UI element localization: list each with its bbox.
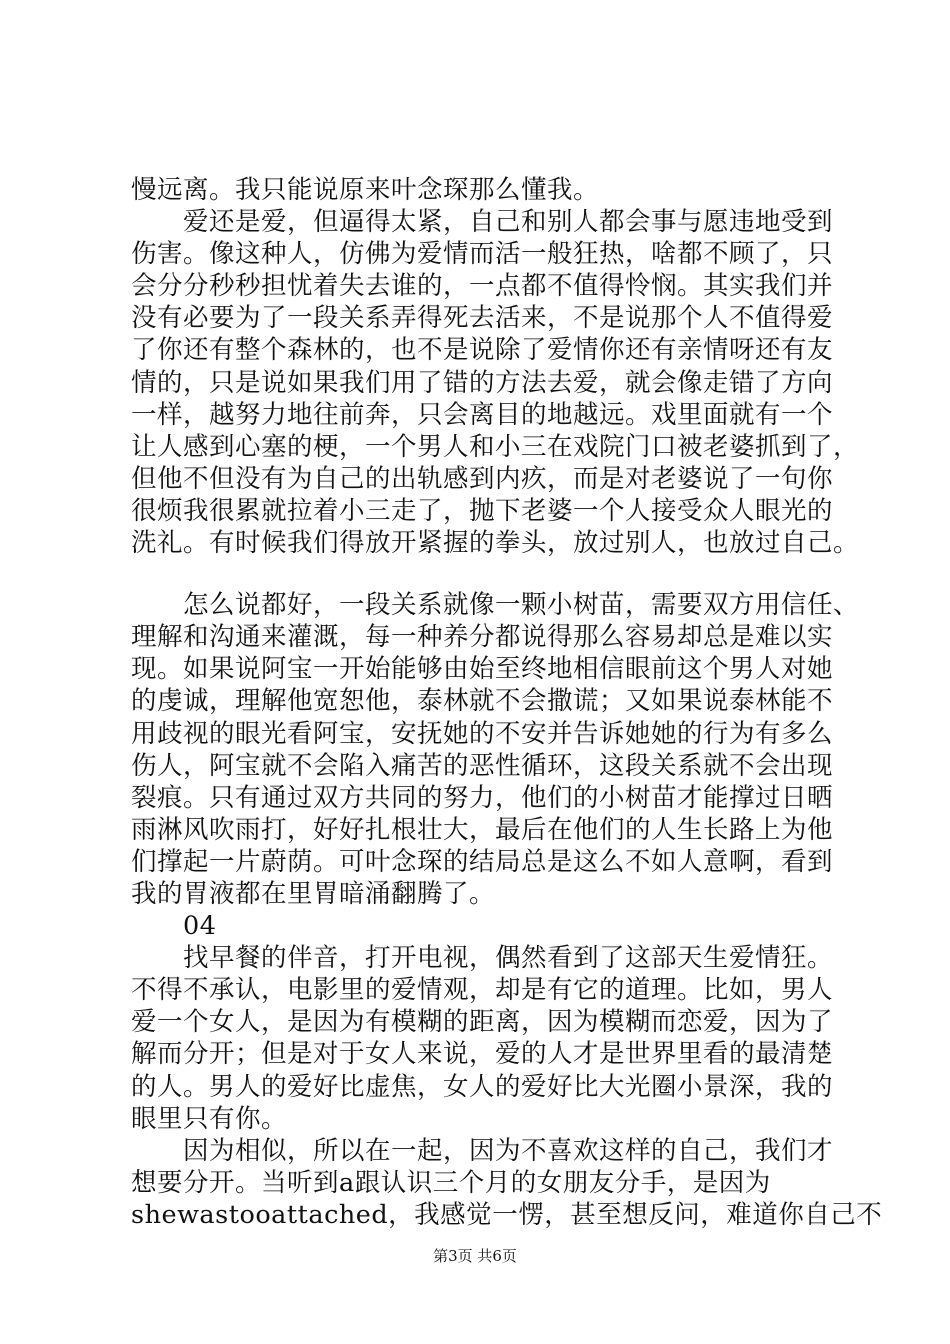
text-line: shewastooattached，我感觉一愣，甚至想反问，难道你自己不	[131, 1199, 883, 1230]
text-line: 了你还有整个森林的，也不是说除了爱情你还有亲情呀还有友	[131, 335, 834, 366]
text-line: 很烦我很累就拉着小三走了，抛下老婆一个人接受众人眼光的	[131, 495, 834, 526]
text-line: 的人。男人的爱好比虚焦，女人的爱好比大光圈小景深，我的	[131, 1071, 834, 1102]
text-line: 因为相似，所以在一起，因为不喜欢这样的自己，我们才	[131, 1135, 834, 1166]
text-line: 爱一个女人，是因为有模糊的距离，因为模糊而恋爱，因为了	[131, 1007, 834, 1038]
text-line: 我的胃液都在里胃暗涌翻腾了。	[131, 878, 496, 909]
text-line: 不得不承认，电影里的爱情观，却是有它的道理。比如，男人	[131, 975, 834, 1006]
text-line: 雨淋风吹雨打，好好扎根壮大，最后在他们的人生长路上为他	[131, 814, 834, 845]
text-line: 裂痕。只有通过双方共同的努力，他们的小树苗才能撑过日晒	[131, 782, 834, 813]
text-line: 眼里只有你。	[131, 1103, 288, 1134]
section-number: 04	[131, 911, 217, 942]
text-line: 理解和沟通来灌溉，每一种养分都说得那么容易却总是难以实	[131, 622, 834, 653]
text-line: 慢远离。我只能说原来叶念琛那么懂我。	[131, 175, 600, 205]
text-line: 解而分开；但是对于女人来说，爱的人才是世界里看的最清楚	[131, 1039, 834, 1070]
text-line: 让人感到心塞的梗，一个男人和小三在戏院门口被老婆抓到了，	[131, 431, 860, 462]
text-line: 伤害。像这种人，仿佛为爱情而活一般狂热，啥都不顾了，只	[131, 239, 834, 270]
page-number-label: 第3页 共6页	[433, 1247, 517, 1265]
text-line: 想要分开。当听到a跟认识三个月的女朋友分手，是因为	[131, 1167, 771, 1198]
text-line: 伤人，阿宝就不会陷入痛苦的恶性循环，这段关系就不会出现	[131, 750, 834, 781]
text-line: 会分分秒秒担忧着失去谁的，一点都不值得怜悯。其实我们并	[131, 271, 834, 302]
body-text	[131, 174, 883, 1231]
page-footer	[0, 1246, 950, 1266]
text-line: 们撑起一片蔚荫。可叶念琛的结局总是这么不如人意啊，看到	[131, 846, 834, 877]
text-line: 情的，只是说如果我们用了错的方法去爱，就会像走错了方向	[131, 367, 834, 398]
text-line: 怎么说都好，一段关系就像一颗小树苗，需要双方用信任、	[131, 590, 860, 621]
text-line: 没有必要为了一段关系弄得死去活来，不是说那个人不值得爱	[131, 303, 834, 334]
paragraph-gap	[131, 559, 851, 589]
text-line: 找早餐的伴音，打开电视，偶然看到了这部天生爱情狂。	[131, 943, 834, 974]
text-line: 现。如果说阿宝一开始能够由始至终地相信眼前这个男人对她	[131, 654, 834, 685]
text-line: 但他不但没有为自己的出轨感到内疚，而是对老婆说了一句你	[131, 463, 834, 494]
text-line: 一样，越努力地往前奔，只会离目的地越远。戏里面就有一个	[131, 399, 834, 430]
text-line: 用歧视的眼光看阿宝，安抚她的不安并告诉她她的行为有多么	[131, 718, 834, 749]
text-line: 洗礼。有时候我们得放开紧握的拳头，放过别人，也放过自己。	[131, 528, 860, 559]
text-line: 的虔诚，理解他宽恕他，泰林就不会撒谎；又如果说泰林能不	[131, 686, 834, 717]
text-line: 爱还是爱，但逼得太紧，自己和别人都会事与愿违地受到	[131, 207, 834, 238]
